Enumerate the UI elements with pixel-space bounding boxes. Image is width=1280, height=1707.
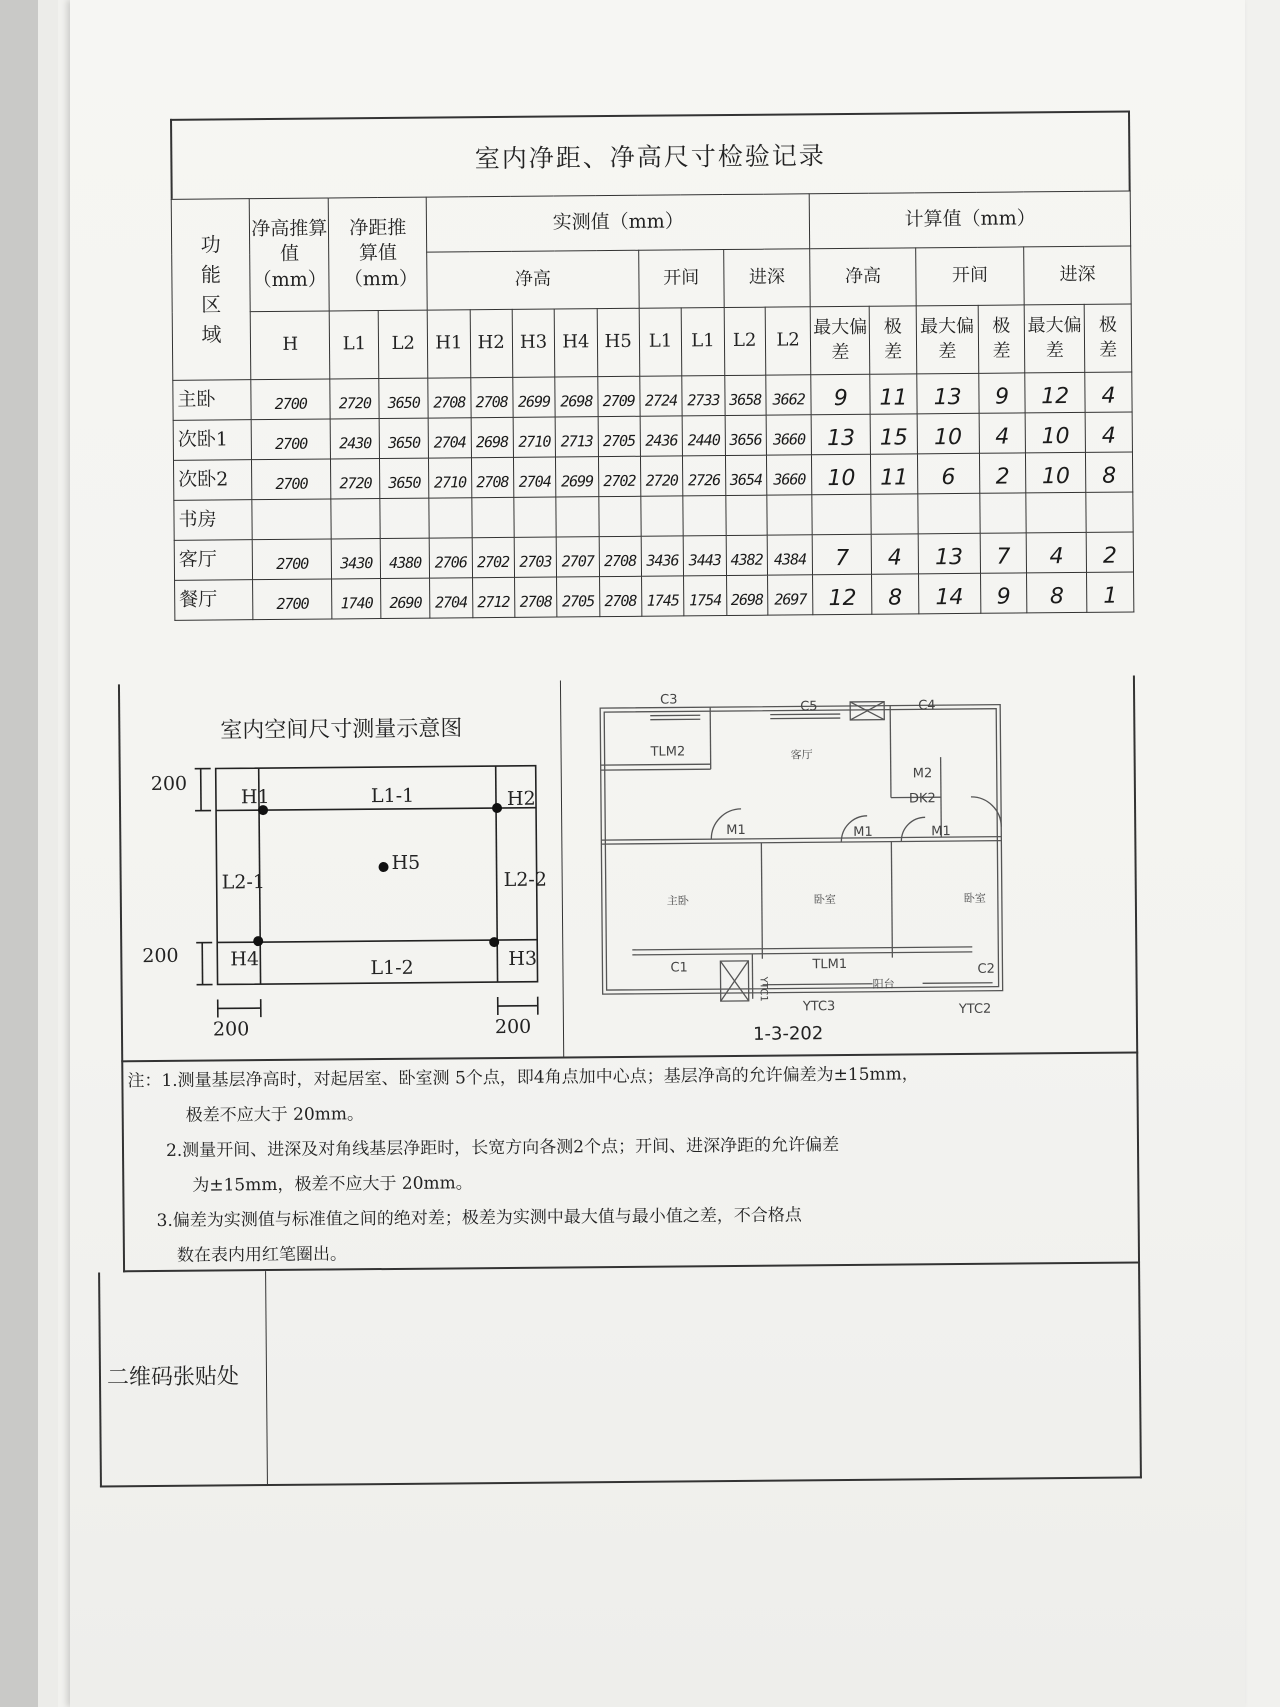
measured-value: 3436	[641, 536, 684, 576]
header-calculated: 计算值（mm）	[810, 191, 1131, 249]
form-title: 室内净距、净高尺寸检验记录	[170, 110, 1131, 198]
calculated-value	[918, 493, 980, 534]
measured-value	[556, 497, 599, 537]
plan-M2: M2	[912, 766, 933, 782]
plan-master: 主卧	[666, 894, 689, 908]
measured-value: 3658	[724, 375, 766, 415]
bay-estimate: 2430	[331, 419, 380, 459]
calculated-value: 8	[1027, 572, 1087, 613]
calculated-value	[812, 494, 871, 535]
note-2a: 2.测量开间、进深及对角线基层净距时，长宽方向各测2个点；开间、进深净距的允许偏差	[165, 1135, 840, 1161]
measured-value: 3660	[766, 455, 812, 495]
calculated-value	[871, 494, 918, 534]
plan-M1-c: M1	[931, 824, 951, 840]
floor-code: 1-3-202	[752, 1023, 824, 1045]
calculated-value	[1086, 492, 1133, 532]
measurement-table	[171, 190, 1135, 620]
plan-C2: C2	[977, 961, 995, 977]
label-H1: H1	[240, 786, 270, 809]
measured-value: 2720	[640, 456, 683, 496]
header-calc-depth: 进深	[1024, 246, 1131, 305]
header-measured-height: 净高	[427, 250, 639, 310]
calculated-value: 7	[980, 533, 1027, 573]
calculated-value	[980, 493, 1027, 533]
height-estimate: 2700	[252, 459, 332, 500]
measured-value: 2698	[726, 575, 768, 615]
measured-value: 2702	[472, 537, 515, 577]
col-bay-L1b: L1	[681, 308, 724, 376]
col-H3: H3	[512, 309, 555, 377]
measured-value: 2702	[598, 456, 641, 496]
measured-value: 3660	[766, 415, 812, 455]
table-row	[175, 572, 1134, 620]
measured-value: 2698	[471, 417, 514, 457]
dim-200-bottom: 200	[212, 1018, 250, 1041]
calculated-value: 10	[1025, 412, 1085, 453]
col-depth-max-dev: 最大偏差	[1025, 304, 1085, 373]
qr-code-label: 二维码张贴处	[106, 1364, 240, 1391]
plan-M1-a: M1	[726, 822, 746, 839]
col-L2: L2	[379, 310, 428, 378]
measured-value	[683, 496, 726, 536]
measured-value: 2707	[556, 537, 599, 577]
depth-estimate: 3650	[380, 458, 429, 498]
plan-DK2: DK2	[908, 791, 936, 807]
measured-value: 3656	[725, 415, 767, 455]
measured-value: 2712	[472, 577, 515, 617]
col-L1: L1	[330, 311, 379, 379]
col-H2: H2	[470, 309, 513, 377]
depth-estimate: 3650	[379, 378, 428, 418]
measured-value: 3662	[766, 375, 812, 415]
measured-value: 2704	[430, 578, 473, 618]
measured-value: 2709	[597, 376, 640, 416]
measured-value: 2436	[640, 416, 683, 456]
measured-value: 2726	[683, 456, 726, 496]
measured-value: 2705	[557, 577, 600, 617]
inspection-form	[88, 110, 1150, 1529]
col-H4: H4	[554, 309, 597, 377]
plan-bedroom-b: 卧室	[963, 891, 986, 905]
calculated-value: 10	[812, 454, 871, 495]
measured-value: 2733	[682, 376, 725, 416]
bay-estimate: 1740	[332, 579, 381, 619]
calculated-value: 4	[871, 534, 918, 574]
measured-value: 2724	[640, 376, 683, 416]
header-calc-bay: 开间	[915, 247, 1024, 306]
col-height-range: 极差	[869, 306, 916, 374]
header-height-est: 净高推算值（mm）	[249, 198, 329, 312]
diagram-title: 室内空间尺寸测量示意图	[220, 716, 463, 744]
measurement-point-diagram	[120, 680, 563, 1062]
room-name: 次卧1	[173, 420, 252, 461]
measured-value	[725, 495, 767, 535]
height-estimate: 2700	[251, 379, 331, 420]
label-H4: H4	[230, 948, 260, 971]
plan-TLM2: TLM2	[650, 744, 686, 760]
calculated-value: 9	[980, 573, 1027, 613]
plan-C5: C5	[800, 699, 818, 715]
note-3b: 数在表内用红笔圈出。	[176, 1244, 348, 1266]
plan-TLM1: TLM1	[812, 956, 848, 973]
measured-value: 2699	[556, 457, 599, 497]
plan-YTC2: YTC2	[958, 1001, 992, 1018]
room-name: 次卧2	[173, 460, 252, 501]
calculated-value: 14	[918, 573, 980, 614]
measured-value: 4384	[767, 535, 813, 575]
calculated-value: 8	[872, 574, 919, 614]
calculated-value: 12	[1025, 372, 1085, 413]
measured-value: 2708	[599, 576, 642, 616]
bay-estimate: 2720	[331, 459, 380, 499]
calculated-value: 10	[1026, 452, 1086, 493]
depth-estimate	[380, 498, 429, 538]
measured-value: 2708	[471, 457, 514, 497]
calculated-value: 4	[979, 413, 1026, 453]
calculated-value: 10	[917, 413, 979, 454]
measured-value: 2708	[428, 378, 471, 418]
calculated-value: 13	[918, 533, 980, 574]
calculated-value: 12	[813, 574, 872, 615]
calculated-value: 6	[917, 453, 979, 494]
qr-code-section	[98, 1263, 1142, 1487]
measured-value	[429, 498, 472, 538]
calculated-value: 2	[1086, 532, 1133, 572]
measured-value: 2704	[513, 457, 556, 497]
col-bay-L1a: L1	[639, 308, 682, 376]
measured-value: 2713	[555, 417, 598, 457]
note-1b: 极差不应大于 20mm。	[185, 1104, 365, 1126]
calculated-value: 4	[1027, 532, 1087, 573]
plan-YTC1: YTC1	[757, 976, 769, 1002]
measured-value: 2710	[429, 458, 472, 498]
calculated-value: 4	[1085, 372, 1132, 412]
measured-value	[641, 496, 684, 536]
header-measured: 实测值（mm）	[426, 194, 810, 252]
calculated-value: 13	[812, 414, 871, 455]
depth-estimate: 2690	[381, 578, 430, 618]
note-2b: 为±15mm，极差不应大于 20mm。	[192, 1173, 473, 1196]
label-H3: H3	[508, 947, 538, 970]
calculated-value: 9	[978, 373, 1025, 413]
plan-bedroom-a: 卧室	[813, 893, 836, 907]
measured-value: 2697	[767, 575, 813, 615]
label-H5: H5	[391, 851, 421, 874]
bay-estimate: 2720	[330, 379, 379, 419]
col-depth-L2a: L2	[724, 307, 766, 375]
calculated-value: 1	[1087, 572, 1134, 612]
calculated-value: 9	[811, 374, 870, 415]
col-H1: H1	[427, 310, 470, 378]
measured-value: 1754	[684, 576, 727, 616]
calculated-value: 7	[813, 534, 872, 575]
height-estimate: 2700	[253, 579, 333, 620]
col-depth-range: 极差	[1084, 304, 1131, 372]
dim-200-bottom-left: 200	[142, 944, 179, 968]
header-calc-height: 净高	[810, 248, 916, 307]
measured-value: 1745	[641, 576, 684, 616]
plan-C4: C4	[918, 698, 936, 714]
height-estimate	[252, 499, 332, 540]
plan-M1-b: M1	[853, 824, 873, 840]
plan-C1: C1	[670, 960, 688, 976]
header-dist-est: 净距推算值（mm）	[329, 197, 428, 311]
calculated-value: 4	[1085, 412, 1132, 452]
bay-estimate	[331, 499, 380, 539]
label-H2: H2	[506, 787, 536, 810]
room-name: 书房	[174, 500, 253, 541]
diagram-section	[118, 675, 1138, 1062]
calculated-value: 2	[979, 453, 1026, 493]
measured-value: 2699	[513, 377, 556, 417]
measured-value: 2704	[428, 418, 471, 458]
bay-estimate: 3430	[332, 539, 381, 579]
measured-value	[471, 497, 514, 537]
calculated-value: 8	[1086, 452, 1133, 492]
col-H5: H5	[597, 308, 640, 376]
col-H: H	[250, 311, 330, 380]
calculated-value: 11	[870, 374, 917, 414]
col-bay-range: 极差	[978, 305, 1025, 373]
measured-value: 2698	[555, 377, 598, 417]
measured-value: 2708	[470, 377, 513, 417]
measured-value	[767, 495, 813, 535]
calculated-value: 11	[871, 454, 918, 494]
height-estimate: 2700	[252, 539, 332, 580]
note-1a: 注：1.测量基层净高时，对起居室、卧室测 5个点，即4角点加中心点；基层净高的允许偏差为±15mm，	[127, 1064, 919, 1092]
header-area: 功能区域	[171, 199, 251, 381]
measured-value: 2440	[682, 416, 725, 456]
measured-value: 2708	[514, 577, 557, 617]
dim-200-top-left: 200	[150, 772, 188, 796]
dim-200-bottom-right: 200	[494, 1015, 532, 1039]
measured-value: 3443	[683, 536, 726, 576]
plan-C3: C3	[660, 692, 678, 708]
label-L1-1: L1-1	[370, 784, 415, 808]
measured-value: 3654	[725, 455, 767, 495]
room-name: 餐厅	[175, 580, 254, 621]
calculated-value: 13	[917, 373, 979, 414]
measured-value	[514, 497, 557, 537]
calculated-value	[1026, 492, 1086, 533]
notes-section	[121, 1053, 1140, 1272]
measured-value: 2705	[598, 416, 641, 456]
floor-plan	[590, 676, 1113, 1021]
header-measured-bay: 开间	[639, 250, 724, 309]
calculated-value: 15	[870, 414, 917, 454]
note-3a: 3.偏差为实测值与标准值之间的绝对差；极差为实测中最大值与最小值之差，不合格点	[156, 1205, 802, 1232]
plan-living: 客厅	[790, 748, 813, 762]
measured-value: 2703	[514, 537, 557, 577]
col-bay-max-dev: 最大偏差	[916, 305, 978, 374]
col-depth-L2b: L2	[765, 307, 811, 375]
label-L1-2: L1-2	[370, 956, 414, 980]
label-L2-2: L2-2	[503, 868, 547, 891]
plan-YTC3: YTC3	[802, 999, 836, 1015]
measured-value: 2708	[599, 536, 642, 576]
measured-value	[598, 496, 641, 536]
col-height-max-dev: 最大偏差	[811, 306, 870, 375]
measured-value: 2710	[513, 417, 556, 457]
depth-estimate: 3650	[379, 418, 428, 458]
measured-value: 2706	[429, 538, 472, 578]
plan-balcony: 阳台	[872, 977, 895, 991]
measured-value: 4382	[726, 535, 768, 575]
label-L2-1: L2-1	[221, 871, 265, 894]
room-name: 主卧	[173, 380, 252, 421]
depth-estimate: 4380	[380, 538, 429, 578]
room-name: 客厅	[174, 540, 253, 581]
header-measured-depth: 进深	[723, 249, 810, 308]
height-estimate: 2700	[251, 419, 331, 460]
